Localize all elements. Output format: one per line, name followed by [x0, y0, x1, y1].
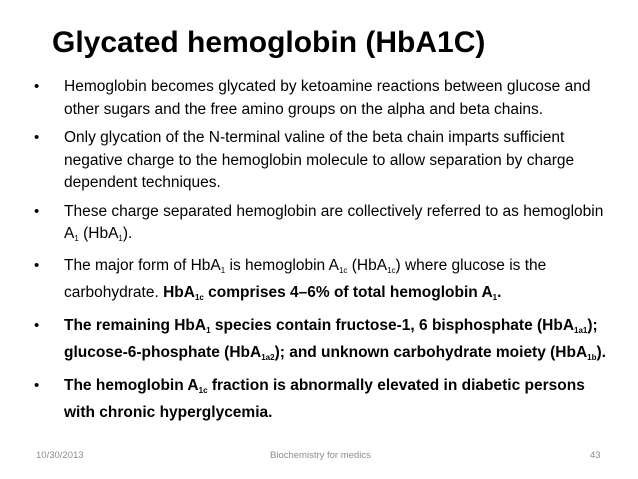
- subscript: 1: [492, 292, 498, 302]
- subscript: 1c: [198, 385, 208, 395]
- bold-text: comprises 4–6% of total hemoglobin A: [203, 283, 493, 301]
- bullet-item-5: [34, 312, 608, 366]
- slide-title: Glycated hemoglobin (HbA1C): [52, 26, 486, 59]
- bullet-text: ).: [122, 225, 133, 242]
- bullet-item-4: [34, 252, 608, 306]
- page-number: 43: [590, 450, 601, 461]
- bullet-list: [0, 76, 638, 432]
- bullet-item-2: [34, 127, 608, 195]
- subscript: 1c: [338, 265, 348, 275]
- subscript: 1a2: [261, 352, 275, 362]
- bullet-text: These charge separated hemoglobin are collectively referred to as hemoglobin A: [64, 202, 604, 242]
- subscript: 1c: [387, 265, 396, 275]
- bullet-item-1: [34, 76, 608, 121]
- bullet-text: ) where glucose is the carbohydrate.: [64, 256, 547, 301]
- bullet-text: Hemoglobin becomes glycated by ketoamine reactions between glucose and other sugars and the free amino groups on the alpha and beta chains.: [64, 78, 591, 118]
- subscript: 1: [118, 234, 123, 243]
- bullet-marker: •: [34, 78, 40, 95]
- bullet-text: ).: [596, 343, 606, 361]
- bullet-text: The major form of HbA: [64, 256, 221, 274]
- bullet-item-6: [34, 372, 608, 426]
- bullet-text: ); and unknown carbohydrate moiety (HbA: [274, 343, 588, 361]
- bullet-text: is hemoglobin A: [225, 256, 339, 274]
- bullet-text: species contain fructose-1, 6 bisphosphate (HbA: [210, 316, 575, 334]
- subscript: 1: [220, 265, 226, 275]
- bullet-marker: •: [34, 376, 40, 394]
- bullet-marker: •: [34, 202, 40, 220]
- bullet-marker: •: [34, 316, 40, 334]
- bold-text: .: [497, 283, 502, 301]
- subscript: 1b: [587, 352, 597, 362]
- subscript: 1: [206, 325, 211, 335]
- bullet-item-3: [34, 201, 608, 246]
- bullet-text: fraction is abnormally elevated in diabetic persons with chronic hyperglycemia.: [64, 376, 585, 421]
- bullet-text: Only glycation of the N-terminal valine of the beta chain imparts sufficient negative charge to the hemoglobin molecule to allow separation by charge dependent techniques.: [64, 129, 575, 191]
- subscript: 1c: [194, 292, 204, 302]
- bold-text: HbA: [163, 283, 195, 301]
- bullet-text: (HbA: [78, 225, 119, 242]
- subscript: 1: [74, 234, 79, 243]
- subscript: 1a1: [574, 325, 588, 335]
- bullet-text: ); glucose-6-phosphate (HbA: [64, 316, 598, 361]
- bullet-text: The remaining HbA: [64, 316, 207, 334]
- bullet-marker: •: [34, 129, 40, 146]
- bullet-text: The hemoglobin A: [64, 376, 199, 394]
- footer-title: Biochemistry for medics: [270, 450, 371, 461]
- bullet-marker: •: [34, 256, 40, 274]
- bullet-text: (HbA: [347, 256, 388, 274]
- footer-date: 10/30/2013: [36, 450, 84, 461]
